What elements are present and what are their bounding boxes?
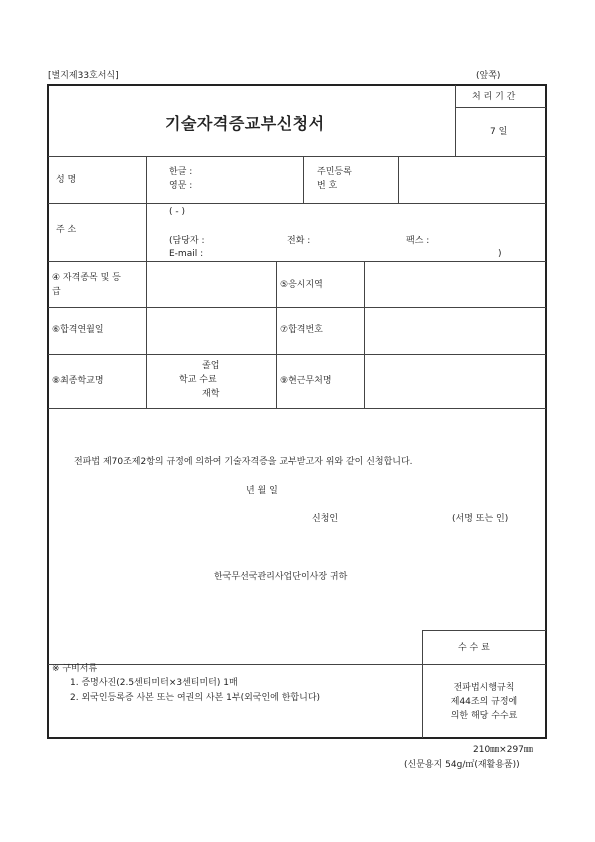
- name-label: 성 명: [56, 175, 77, 185]
- fee-label: 수 수 료: [458, 643, 490, 653]
- divider-fee: [422, 664, 546, 665]
- vline-rrn-right: [398, 156, 399, 203]
- required-document-photo: 1. 증명사진(2.5센티미터×3센티미터) 1매: [70, 678, 238, 688]
- addressee: 한국무선국관리사업단이사장 귀하: [214, 572, 348, 582]
- pass-number-label: ⑦합격번호: [280, 325, 323, 335]
- address-label: 주 소: [56, 225, 77, 235]
- contact-close-paren: ): [498, 249, 502, 259]
- divider-statement-right: [422, 630, 546, 631]
- application-statement: 전파법 제70조제2항의 규정에 의하여 기술자격증을 교부받고자 위와 같이 신청합니다.: [74, 457, 413, 467]
- employer-label: ⑨현근무처명: [280, 376, 332, 386]
- required-document-id: 2. 외국인등록증 사본 또는 여권의 사본 1부(외국인에 한합니다): [70, 693, 321, 703]
- processing-value: 7 일: [490, 127, 508, 137]
- name-english-label: 영문 :: [169, 181, 193, 191]
- contact-person-label: (담당자 :: [169, 236, 205, 246]
- divider-processing: [455, 107, 546, 108]
- school-status-graduated: 졸업: [202, 361, 220, 371]
- divider-address: [48, 261, 546, 262]
- processing-label: 처 리 기 간: [472, 92, 516, 102]
- divider-qualification: [48, 307, 546, 308]
- applicant-label: 신청인: [312, 514, 339, 524]
- vline-grid-1: [146, 261, 147, 408]
- rrn-label-2: 번 호: [317, 181, 338, 191]
- email-label: E-mail :: [169, 249, 204, 259]
- form-frame: [47, 84, 547, 739]
- vline-label-col: [146, 156, 147, 261]
- divider-school: [48, 408, 546, 409]
- paper-type: (신문용지 54g/㎡(재활용품)): [404, 760, 520, 770]
- vline-processing: [455, 85, 456, 156]
- form-number: [별지제33호서식]: [48, 71, 119, 81]
- fax-label: 팩스 :: [406, 236, 430, 246]
- application-date: 년 월 일: [246, 486, 278, 496]
- vline-grid-3: [364, 261, 365, 408]
- qualification-label-1: ④ 자격종목 및 등: [52, 273, 121, 283]
- pass-date-label: ⑥합격연월일: [52, 325, 104, 335]
- divider-statement: [48, 664, 422, 665]
- exam-region-label: ⑤응시지역: [280, 280, 323, 290]
- postal-code: ( - ): [169, 207, 185, 217]
- qualification-label-2: 급: [52, 287, 61, 297]
- school-status-enrolled: 재학: [202, 389, 220, 399]
- divider-title: [48, 156, 546, 157]
- signature-label: (서명 또는 인): [452, 514, 509, 524]
- fee-line-3: 의한 해당 수수료: [450, 711, 518, 721]
- vline-rrn-left: [303, 156, 304, 203]
- phone-label: 전화 :: [287, 236, 311, 246]
- school-name-label: ⑧최종학교명: [52, 376, 104, 386]
- fee-line-1: 전파법시행규칙: [453, 683, 515, 693]
- paper-size: 210㎜×297㎜: [473, 745, 533, 755]
- required-documents-heading: ※ 구비서류: [52, 664, 98, 674]
- rrn-label-1: 주민등록: [317, 167, 352, 177]
- divider-pass: [48, 354, 546, 355]
- vline-grid-2: [276, 261, 277, 408]
- form-title: 기술자격증교부신청서: [165, 114, 325, 133]
- page-side-label: (앞쪽): [476, 71, 501, 81]
- name-korean-label: 한글 :: [169, 167, 193, 177]
- fee-line-2: 제44조의 규정에: [450, 697, 518, 707]
- school-status-completed: 학교 수료: [179, 375, 217, 385]
- divider-name: [48, 203, 546, 204]
